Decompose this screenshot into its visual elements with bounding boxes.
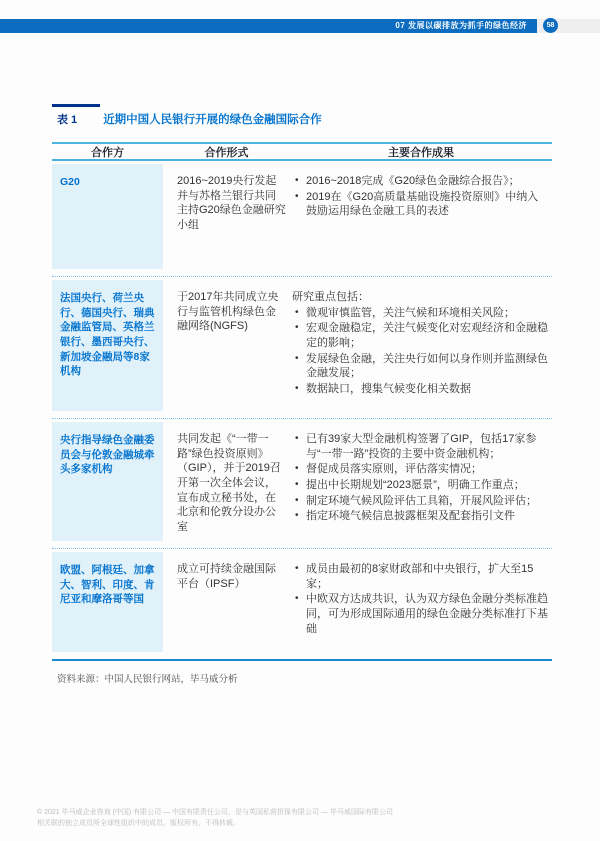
results-list	[292, 432, 548, 524]
result-item: • 督促成员落实原则，评估落实情况；	[292, 462, 548, 477]
form-cell: 2016~2019央行发起并与苏格兰银行共同主持G20绿色金融研究小组	[177, 175, 286, 231]
result-item: • 提出中长期规划“2023愿景”，明确工作重点；	[292, 478, 548, 493]
results-list	[292, 174, 548, 219]
copyright-line-2: 相关联的独立成员所全球性组织中的成员。版权所有，不得转载。	[37, 819, 240, 827]
result-item: • 2019在《G20高质量基础设施投资原则》中纳入鼓励运用绿色金融工具的表述	[292, 190, 548, 219]
result-item: • 中欧双方达成共识，认为双方绿色金融分类标准趋同，可为形成国际通用的绿色金融分类标准打下基础	[292, 592, 548, 636]
table-row	[52, 161, 552, 277]
results-cell	[290, 419, 552, 548]
caption-overline	[52, 104, 100, 107]
result-item: • 制定环境气候风险评估工具箱，开展风险评估；	[292, 494, 548, 509]
results-cell	[290, 277, 552, 418]
results-intro: 研究重点包括：	[292, 291, 369, 303]
chapter-header-bar	[0, 19, 537, 33]
table-caption	[52, 104, 552, 126]
chapter-title: 07 发展以碳排放为抓手的绿色经济	[395, 21, 527, 30]
result-item: • 成员由最初的8家财政部和中央银行，扩大至15家；	[292, 562, 548, 591]
result-item: • 发展绿色金融，关注央行如何以身作则并监测绿色金融发展；	[292, 352, 548, 381]
results-cell	[290, 161, 552, 276]
table-title: 近期中国人民银行开展的绿色金融国际合作	[103, 114, 322, 126]
result-item: • 数据缺口，搜集气候变化相关数据	[292, 382, 548, 397]
copyright-line-1: © 2021 毕马威企业咨询 (中国) 有限公司 — 中国有限责任公司，是与英国私营担保有限公司 — 毕马威国际有限公司	[37, 809, 393, 816]
result-item: • 宏观金融稳定，关注气候变化对宏观经济和金融稳定的影响；	[292, 321, 548, 350]
result-item: • 指定环境气候信息披露框架及配套指引文件	[292, 509, 548, 524]
party-cell: 央行指导绿色金融委员会与伦敦金融城牵头多家机构	[52, 422, 163, 541]
party-cell: 法国央行、荷兰央行、德国央行、瑞典金融监管局、英格兰银行、墨西哥央行、新加坡金融局等8家机构	[52, 280, 163, 411]
results-list	[292, 562, 548, 636]
source-note: 资料来源：中国人民银行网站，毕马威分析	[57, 674, 238, 685]
result-item: • 已有39家大型金融机构签署了GIP，包括17家参与“一带一路”投资的主要中资金融机构；	[292, 432, 548, 461]
party-cell: G20	[52, 164, 163, 269]
column-header-results: 主要合作成果	[388, 147, 454, 159]
table-row	[52, 419, 552, 549]
table-block	[52, 104, 552, 685]
results-list	[292, 306, 548, 397]
page-number-badge: 58	[543, 18, 558, 33]
copyright-footer	[37, 808, 482, 830]
form-cell: 于2017年共同成立央行与监管机构绿色金融网络(NGFS)	[177, 291, 279, 333]
table-header-row	[52, 142, 552, 161]
party-cell: 欧盟、阿根廷、加拿大、智利、印度、肯尼亚和摩洛哥等国	[52, 552, 163, 652]
result-item: • 微观审慎监管，关注气候和环境相关风险；	[292, 306, 548, 321]
column-header-party: 合作方	[91, 147, 124, 159]
table-row	[52, 549, 552, 661]
form-cell: 共同发起《“一带一路”绿色投资原则》（GIP），并于2019召开第一次全体会议，宣布成立秘书处，在北京和伦敦分设办公室	[177, 433, 281, 533]
result-item: • 2016~2018完成《G20绿色金融综合报告》；	[292, 174, 548, 189]
form-cell: 成立可持续金融国际平台（IPSF）	[177, 563, 276, 590]
table-row	[52, 277, 552, 419]
results-cell	[290, 549, 552, 659]
table-label: 表 1	[57, 114, 78, 126]
column-header-form: 合作形式	[204, 147, 249, 159]
